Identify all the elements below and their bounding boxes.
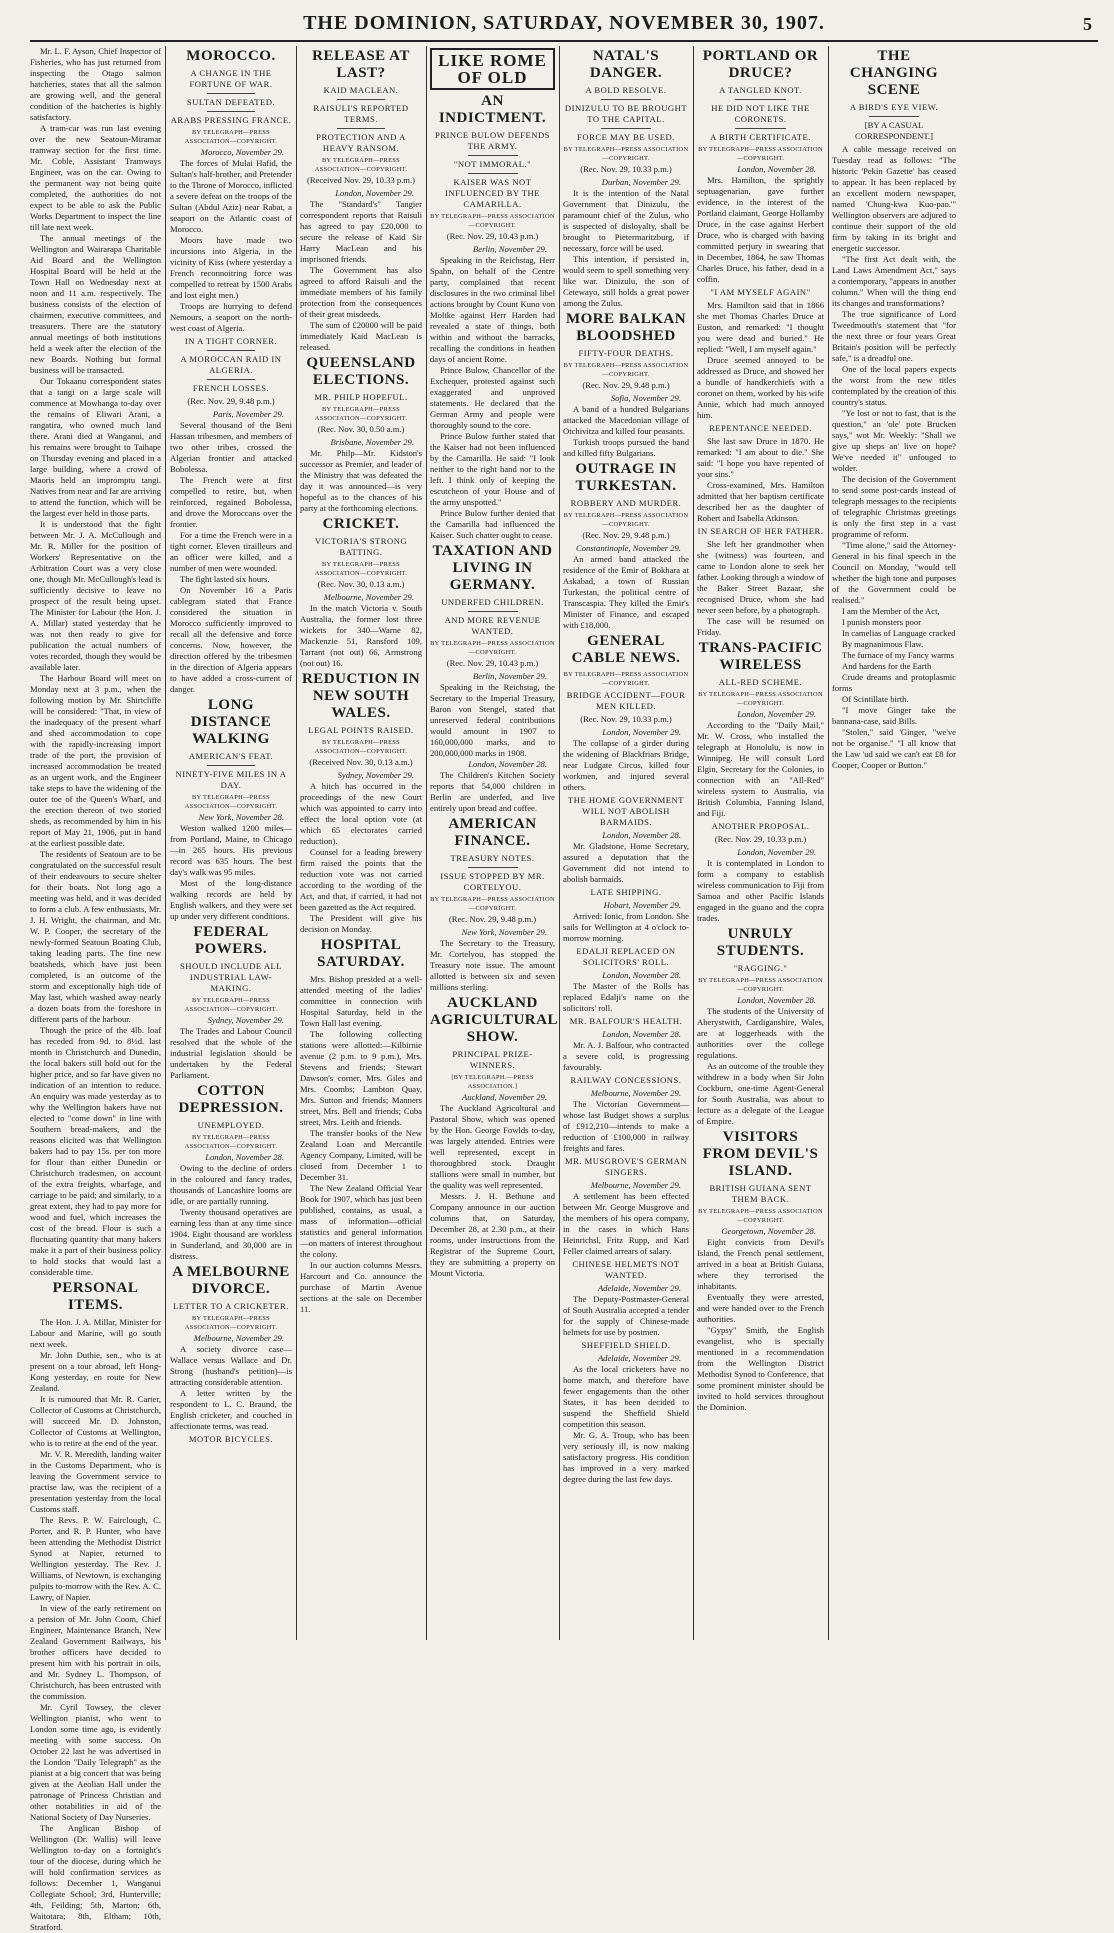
column-rule bbox=[693, 46, 694, 1640]
subheading: MR. MUSGROVE'S GERMAN SINGERS. bbox=[564, 1156, 688, 1177]
paragraph: Prince Bulow further denied that the Camarilla had influenced the Kaiser. Such chatter ought to cease. bbox=[430, 508, 555, 540]
paragraph: Mr. L. F. Ayson, Chief Inspector of Fisheries, who has just returned from inspecting the Otago salmon hatcheries, states that all the salmon are growing well, and the general condition of the hatcheries is highly satisfactory. bbox=[30, 46, 161, 122]
separator-rule bbox=[207, 765, 256, 766]
headline: AUCKLAND AGRICULTURAL SHOW. bbox=[430, 995, 558, 1045]
paragraph: As an outcome of the trouble they withdrew in a body when Sir John Cockburn, one-time Agent-General for South Australia, was about to lecture as a delegate of the League of Empire. bbox=[697, 1061, 824, 1126]
paragraph: I am the Member of the Act, bbox=[842, 606, 940, 616]
paragraph: It is the intention of the Natal Government that Dinizulu, the paramount chief of the Zulus, who is suspected of disloyalty, shall be brought to Pietermaritzburg, if necessary, force will be used. bbox=[563, 188, 689, 253]
column-rule bbox=[165, 46, 166, 1640]
received-time: (Rec. Nov. 29, 9.48 p.m.) bbox=[448, 914, 537, 924]
subheading: AND MORE REVENUE WANTED. bbox=[444, 615, 541, 636]
paragraph: The furnace of my Fancy warms bbox=[842, 650, 954, 660]
headline: UNRULY STUDENTS. bbox=[716, 926, 805, 959]
received-time: (Received Nov. 29, 10.33 p.m.) bbox=[306, 175, 416, 185]
paragraph: The sum of £20000 will be paid immediately Kaid MacLean is released. bbox=[300, 320, 422, 352]
headline: VISITORS FROM DEVIL'S ISLAND. bbox=[702, 1129, 819, 1179]
dateline: New York, November 29. bbox=[461, 927, 547, 937]
dateline: London, November 28. bbox=[737, 164, 816, 174]
wire-credit: BY TELEGRAPH—PRESS ASSOCIATION—COPYRIGHT. bbox=[698, 146, 823, 162]
dateline: Morocco, November 29. bbox=[200, 147, 284, 157]
paragraph: A hitch has occurred in the proceedings of the new Court which was appointed to carry into effect the local option vote (at which 65 electorates carried reduction). bbox=[300, 781, 422, 846]
paragraph: The Harbour Board will meet on Monday next at 3 p.m., when the following motion by Mr. Shirtcliffe will be considered: "That, in view of the inadequacy of the present wharf and shed accommodation to cope with the rapidly-increasing import trade of the port, the provision of increased accommodation be treated as an urgent work, and the Engineer take steps to have the widening of the outer toe of the Queen's Wharf, and the erection thereon of two storied sheds, as recommended by him in his report of May 21, 1906, put in hand at the earliest possible date. bbox=[30, 673, 161, 848]
separator-rule bbox=[337, 99, 386, 100]
subheading: ROBBERY AND MURDER. bbox=[570, 498, 682, 508]
dateline: Melbourne, November 29. bbox=[323, 592, 414, 602]
paragraph: A cable message received on Tuesday read as follows: "The historic 'Pekin Gazette' has ceased to appear. It has been replaced by an excellent modern newspaper, named 'Chung-kwa Kuo-pao.'" Wellington observers are adjured to continue their support of the old firm by taking in its bright and energetic successor. bbox=[832, 144, 956, 253]
paragraph: The "Standard's" Tangier correspondent reports that Raisuli has agreed to pay £20,000 to secure the release of Kaid Sir Harry MacLean and his imprisoned friends. bbox=[300, 199, 422, 264]
wire-credit: BY TELEGRAPH—PRESS ASSOCIATION—COPYRIGHT. bbox=[563, 512, 689, 528]
subheading: MR. PHILP HOPEFUL. bbox=[314, 392, 408, 402]
dateline: London, November 29. bbox=[335, 188, 414, 198]
paragraph: She last saw Druce in 1870. He remarked: "I am about to die." She said: "I hope you have repented of your sins." bbox=[697, 436, 824, 479]
column-rule bbox=[296, 46, 297, 1640]
paragraph: Speaking in the Reichstag, Herr Spahn, on behalf of the Centre party, complained that recent disclosures in the two criminal libel actions brought by Count Kuno von Moltke against Herr Harden had revealed a state of things, both within and without the barracks, recalling the conditions in heathen days of ancient Rome. bbox=[430, 255, 555, 364]
byline: [BY A CASUAL CORRESPONDENT.] bbox=[855, 120, 933, 141]
dateline: New York, November 28. bbox=[198, 812, 284, 822]
dateline: London, November 29. bbox=[602, 727, 681, 737]
paragraph: Troops are hurrying to defend Nemours, a seaport on the north-west coast of Algeria. bbox=[170, 301, 292, 333]
wire-credit: BY TELEGRAPH—PRESS ASSOCIATION—COPYRIGHT. bbox=[563, 671, 689, 687]
paragraph: By magnanimous Flaw. bbox=[842, 639, 924, 649]
paragraph: Messrs. J. H. Bethune and Company announce in our auction columns that, on Saturday, December 28, at 2.30 p.m., at their rooms, under instructions from the Registrar of the Supreme Court, they are submitting a property on Mount Victoria. bbox=[430, 1191, 555, 1278]
paragraph: In our auction columns Messrs. Harcourt and Co. announce the purchase of Martin Avenue sections at the sale on December 11. bbox=[300, 1260, 422, 1314]
paragraph: Eventually they were arrested, and were handed over to the French authorities. bbox=[697, 1292, 824, 1324]
headline: AN INDICTMENT. bbox=[438, 93, 547, 126]
paragraph: Prince Bulow, Chancellor of the Exchequer, protested against such exaggerated and unproved statements. He declared that the German Army and people were thoroughly sound to the core. bbox=[430, 365, 555, 430]
received-time: (Rec. Nov. 30, 0.50 a.m.) bbox=[317, 424, 405, 434]
separator-rule bbox=[735, 128, 786, 129]
separator-rule bbox=[337, 128, 386, 129]
paragraph: The fight lasted six hours. bbox=[180, 574, 270, 584]
separator-rule bbox=[468, 611, 518, 612]
separator-rule bbox=[207, 350, 256, 351]
headline: GENERAL CABLE NEWS. bbox=[571, 633, 681, 666]
subheading: DINIZULU TO BE BROUGHT TO THE CAPITAL. bbox=[564, 103, 688, 124]
separator-rule bbox=[207, 93, 256, 94]
column-1 bbox=[30, 46, 161, 1932]
headline: A MELBOURNE DIVORCE. bbox=[172, 1264, 290, 1297]
paragraph: Moors have made two incursions into Algeria, in the vicinity of Kiss (where yesterday a French reconnoitring force was compelled to retreat by 1500 Arabs and lost eight men.) bbox=[170, 235, 292, 300]
received-time: (Received Nov. 30, 0.13 a.m.) bbox=[309, 757, 413, 767]
separator-rule bbox=[601, 99, 651, 100]
subheading: ISSUE STOPPED BY MR. CORTELYOU. bbox=[440, 871, 545, 892]
headline: QUEENSLAND ELECTIONS. bbox=[306, 355, 416, 388]
subheading: A BIRD'S EYE VIEW. bbox=[849, 102, 939, 112]
received-time: (Rec. Nov. 30, 0.13 a.m.) bbox=[317, 579, 405, 589]
paragraph: I punish monsters poor bbox=[842, 617, 922, 627]
subheading: ARABS PRESSING FRANCE. bbox=[170, 115, 292, 125]
paragraph: Mr. Philp—Mr. Kidston's successor as Premier, and leader of the Ministry that was defeated the day it was announced—is very hopeful as to the chances of his party at the forthcoming elections. bbox=[300, 448, 422, 513]
paragraph: Arrived: Ionic, from London. She sails for Wellington at 4 o'clock to-morrow morning. bbox=[563, 911, 689, 943]
subheading: MR. BALFOUR'S HEALTH. bbox=[569, 1016, 683, 1026]
dateline: Constantinople, November 29. bbox=[575, 543, 681, 553]
paragraph: Of Scintillate birth. bbox=[842, 694, 909, 704]
paragraph: Though the price of the 4lb. loaf has receded from 9d. to 8½d. last month in Christchurch and Dunedin, the local bakers still hold out for the higher price, and so far have given no indication of an intention to reduce. An enquiry was made yesterday as to why the Wellington bakers have not elected to "come down" in line with Southern bread-makers, and the reasons elicited was that Wellington bakers had to pay 15s. per ton more for flour than either Dunedin or Christchurch tradesmen, on account of the extra freights, wharfage, and carriage to be paid; and similarly, to a great extent, they had to pay more for wood and fuel, which increases the cost of the bread. Flour is such a fluctuating quantity that many bakers make it a part of their business policy to hold stocks that would last a considerable time. bbox=[30, 1025, 161, 1277]
wire-credit: BY TELEGRAPH—PRESS ASSOCIATION—COPYRIGHT. bbox=[314, 739, 408, 755]
received-time: (Rec. Nov. 29, 10.43 p.m.) bbox=[446, 658, 539, 668]
separator-rule bbox=[735, 99, 786, 100]
subheading: KAID MACLEAN. bbox=[323, 85, 399, 95]
wire-credit: BY TELEGRAPH—PRESS ASSOCIATION—COPYRIGHT. bbox=[563, 146, 689, 162]
received-time: (Rec. Nov. 29, 10.33 p.m.) bbox=[714, 834, 807, 844]
wire-credit: BY TELEGRAPH—PRESS ASSOCIATION—COPYRIGHT. bbox=[698, 1208, 823, 1224]
page-number: 5 bbox=[1083, 14, 1092, 34]
headline: HOSPITAL SATURDAY. bbox=[317, 937, 405, 970]
paragraph: The case will be resumed on Friday. bbox=[697, 616, 824, 637]
paragraph: Druce seemed annoyed to be addressed as Druce, and showed her a bundle of handkerchiefs with a coronet on them, worked by his wife Annie, which had much annoyed him. bbox=[697, 355, 824, 420]
dateline: Brisbane, November 29. bbox=[330, 437, 414, 447]
subheading: FORCE MAY BE USED. bbox=[577, 132, 675, 142]
paragraph: Mr. John Duthie, sen., who is at present on a tour abroad, left Hong-Kong yesterday, en route for New Zealand. bbox=[30, 1350, 161, 1393]
received-time: (Rec. Nov. 29, 9.48 p.m.) bbox=[582, 530, 670, 540]
wire-credit: BY TELEGRAPH—PRESS ASSOCIATION—COPYRIGHT. bbox=[184, 129, 278, 145]
subheading: NINETY-FIVE MILES IN A DAY. bbox=[175, 769, 287, 790]
wire-credit: BY TELEGRAPH—PRESS ASSOCIATION—COPYRIGHT. bbox=[184, 1134, 278, 1150]
headline: MOROCCO. bbox=[186, 48, 276, 64]
paragraph: Mrs. Hamilton, the sprightly septuagenarian, gave further evidence, in the interest of the Portland claimant, George Hollamby Druce, in the case against Herbert Druce, who is charged with having committed perjury in swearing that in December, 1864, he saw Thomas Charles Druce, his father, dead in a coffin. bbox=[697, 175, 824, 284]
subheading: HE DID NOT LIKE THE CORONETS. bbox=[711, 103, 810, 124]
dateline: Sydney, November 29. bbox=[207, 1015, 284, 1025]
paragraph: Turkish troops pursued the band and killed fifty Bulgarians. bbox=[563, 437, 689, 458]
dateline: Sydney, November 29. bbox=[337, 770, 414, 780]
subheading: IN A TIGHT CORNER. bbox=[184, 336, 278, 346]
subheading: "I AM MYSELF AGAIN" bbox=[710, 287, 811, 297]
paragraph: The residents of Seatoun are to be congratulated on the successful result of their endeavours to secure shelter for their boats. Not long ago a meeting was held, and it was decided to form a club. A few enthusiasts, Mr. J. H. Wright, the chairman, and Mr. W. P. Cooper, the secretary of the newly-formed Seatoun Boating Club, taking leading parts. The fine new boatsheds, which have just been completed, is an outcome of the storm and exceptionally high tide of May last, which washed away nearly a dozen boats from the foreshore in different parts of the harbour. bbox=[30, 849, 161, 1024]
wire-credit: [BY TELEGRAPH.—PRESS ASSOCIATION.] bbox=[451, 1074, 534, 1090]
paragraph: The French were at first compelled to retire, but, when reinforced, regained Bobolessa, and drove the Moroccans over the frontier. bbox=[170, 475, 292, 529]
newspaper-title: THE DOMINION, SATURDAY, NOVEMBER 30, 1907. bbox=[303, 12, 825, 34]
paragraph: Twenty thousand operatives are earning less than at any time since 1904. Eight thousand are workless in Sunderland, and 30,000 are in distress. bbox=[170, 1207, 292, 1261]
paragraph: The decision of the Government to send some post-cards instead of telegraph messages to the recipients of telegraphic Christmas greetings is only the first step in a vast programme of reform. bbox=[832, 474, 956, 539]
dateline: Berlin, November 29. bbox=[473, 671, 547, 681]
subheading: PROTECTION AND A HEAVY RANSOM. bbox=[316, 132, 406, 153]
subheading: FRENCH LOSSES. bbox=[192, 383, 270, 393]
column-7 bbox=[832, 46, 956, 1640]
paragraph: Mrs. Bishop presided at a well-attended meeting of the ladies' committee in connection with Hospital Saturday, held in the Town Hall last evening. bbox=[300, 974, 422, 1028]
paragraph: Crude dreams and protoplasmic forms bbox=[832, 672, 956, 693]
received-time: (Rec. Nov. 29, 10.33 p.m.) bbox=[580, 164, 672, 174]
subheading: UNDERFED CHILDREN. bbox=[441, 597, 544, 607]
paragraph: For a time the French were in a tight corner. Eleven tirailleurs and an officer were killed, and a number of men were wounded. bbox=[170, 530, 292, 573]
subheading: A BOLD RESOLVE. bbox=[585, 85, 667, 95]
wire-credit: BY TELEGRAPH—PRESS ASSOCIATION—COPYRIGHT. bbox=[314, 157, 408, 173]
subheading: "NOT IMMORAL." bbox=[453, 159, 532, 169]
subheading: FIFTY-FOUR DEATHS. bbox=[578, 348, 674, 358]
subheading: TREASURY NOTES. bbox=[450, 853, 535, 863]
headline: COTTON DEPRESSION. bbox=[178, 1083, 284, 1116]
subheading: "RAGGING." bbox=[733, 963, 788, 973]
paragraph: The collapse of a girder during the widening of Blackfriars Bridge, near Ludgate Circus, killed four workmen, and injured several others. bbox=[563, 738, 689, 792]
paragraph: A band of a hundred Bulgarians attacked the Macedonian village of Otchivitza and killed four peasants. bbox=[563, 404, 689, 436]
subheading: A BIRTH CERTIFICATE. bbox=[710, 132, 811, 142]
wire-credit: BY TELEGRAPH—PRESS ASSOCIATION—COPYRIGHT. bbox=[698, 691, 823, 707]
column-rule bbox=[828, 46, 829, 1640]
paragraph: The New Zealand Official Year Book for 1907, which has just been published, contains, as usual, a mass of information—official statistics and general information—on matters of interest throughout the colony. bbox=[300, 1183, 422, 1259]
paragraph: The Trades and Labour Council resolved that the whole of the industrial legislation should be undertaken by the Federal Parliament. bbox=[170, 1026, 292, 1080]
paragraph: "The first Act dealt with, the Land Laws Amendment Act," says a contemporary, "appears in another column." When will the thing end its changes and transformations? bbox=[832, 254, 956, 308]
subheading: IN SEARCH OF HER FATHER. bbox=[697, 526, 824, 536]
subheading: LETTER TO A CRICKETER. bbox=[173, 1301, 289, 1311]
wire-credit: BY TELEGRAPH—PRESS ASSOCIATION—COPYRIGHT. bbox=[184, 794, 278, 810]
headline: FEDERAL POWERS. bbox=[193, 924, 269, 957]
headline: LONG DISTANCE WALKING bbox=[190, 697, 272, 747]
paragraph: It is understood that the fight between Mr. J. A. McCullough and Mr. R. Miller for the position of Workers' Representative on the Arbitration Court was a very close one, though Mr. McCullough's lead is sufficiently decisive to leave no prospect of the result being upset. The Minister for Labour (the Hon. J. A. Millar) stated yesterday that he was not then ready to give for publication the actual numbers of votes recorded, though they would be available later. bbox=[30, 519, 161, 672]
paragraph: One of the local papers expects the worst from the new titles contemplated by the creation of this country's status. bbox=[832, 364, 956, 407]
dateline: Sofia, November 29. bbox=[610, 393, 681, 403]
separator-rule bbox=[468, 173, 518, 174]
wire-credit: BY TELEGRAPH—PRESS ASSOCIATION—COPYRIGHT. bbox=[184, 997, 278, 1013]
subheading: REPENTANCE NEEDED. bbox=[709, 423, 812, 433]
paragraph: The students of the University of Aberystwith, Cardiganshire, Wales, are at loggerheads with the authorities over the college regulations. bbox=[697, 1006, 824, 1060]
dateline: Adelaide, November 29. bbox=[597, 1353, 681, 1363]
subheading: A TANGLED KNOT. bbox=[719, 85, 802, 95]
subheading: A MOROCCAN RAID IN ALGERIA. bbox=[180, 354, 282, 375]
dateline: London, November 28. bbox=[602, 970, 681, 980]
paragraph: A society divorce case—Wallace versus Wallace and Dr. Strong (husband's petition)—is attracting considerable attention. bbox=[170, 1344, 292, 1387]
wire-credit: BY TELEGRAPH—PRESS ASSOCIATION—COPYRIGHT. bbox=[314, 561, 408, 577]
paragraph: Mrs. Hamilton said that in 1866 she met Thomas Charles Druce at Euston, and remarked: "I thought you were dead and buried." He replied: "Well, I am myself again." bbox=[697, 300, 824, 354]
dateline: Hobart, November 29. bbox=[603, 900, 681, 910]
subheading: ANOTHER PROPOSAL. bbox=[711, 821, 810, 831]
paragraph: Counsel for a leading brewery firm raised the points that the reduction vote was not carried according to the wording of the Act, and that, if carried, it had not been gazetted as the Act required. bbox=[300, 847, 422, 912]
paragraph: Our Tokaanu correspondent states that a tangi on a large scale will commence at Mowhanga to-day over the remains of Eliwari Arani, a rangatira, who owned much land there. Arani died at Wanganui, and his remains were brought to Taihape on Thursday evening and placed in a large building, where a crowd of Maoris held an impromptu tangi. Natives from near and far are arriving to attend the function, which will be the largest ever held in those parts. bbox=[30, 376, 161, 518]
dateline: Melbourne, November 29. bbox=[590, 1180, 681, 1190]
paragraph: Mr. A. J. Balfour, who contracted a severe cold, is progressing favourably. bbox=[563, 1040, 689, 1072]
paragraph: Mr. V. R. Meredith, landing waiter in the Customs Department, who is leaving the Government service to practise law, was the recipient of a presentation yesterday from the local Customs staff. bbox=[30, 1449, 161, 1514]
paragraph: The following collecting stations were allotted:—Kilbirnie avenue (2 p.m. to 9 p.m.), Mrs. Stevens and friends; Stewart Dawson's corner, Mrs. Giles and Mrs. Coombs; Lambton Quay, Mrs. Sutton and friends; Manners street, Mrs. Bell and friends; Cuba street, Mrs. Leith and friends. bbox=[300, 1029, 422, 1127]
column-3 bbox=[300, 46, 422, 1640]
subheading: CHINESE HELMETS NOT WANTED. bbox=[572, 1259, 680, 1280]
dateline: Auckland, November 29. bbox=[462, 1092, 547, 1102]
paragraph: The Master of the Rolls has replaced Edalji's name on the solicitors' roll. bbox=[563, 981, 689, 1013]
separator-rule bbox=[869, 116, 919, 117]
column-5 bbox=[563, 46, 689, 1640]
paragraph: The President will give his decision on Monday. bbox=[300, 913, 422, 934]
subheading: BRIDGE ACCIDENT—FOUR MEN KILLED. bbox=[566, 690, 686, 711]
dateline: Durban, November 29. bbox=[601, 177, 681, 187]
paragraph: The true significance of Lord Tweedmouth's statement that "for the next three or four years Great Britain's position will be perfectly safe," is a dreadful one. bbox=[832, 309, 956, 363]
dateline: London, November 28. bbox=[205, 1152, 284, 1162]
headline: MORE BALKAN BLOODSHED bbox=[565, 311, 687, 344]
separator-rule bbox=[207, 111, 256, 112]
paragraph: Mr. Gladstone, Home Secretary, assured a deputation that the Government did not intend to abolish barmaids. bbox=[563, 841, 689, 884]
paragraph: The Deputy-Postmaster-General of South Australia accepted a tender for the supply of Chinese-made helmets for use by postmen. bbox=[563, 1294, 689, 1337]
headline: THE CHANGING SCENE bbox=[849, 48, 939, 98]
subheading: A CHANGE IN THE FORTUNE OF WAR. bbox=[189, 68, 273, 89]
paragraph: The Government has also agreed to afford Raisuli and the immediate members of his family protection from the consequences of their great misdeeds. bbox=[300, 265, 422, 319]
paragraph: In the match Victoria v. South Australia, the former lost three wickets for 340—Warne 82, Mackenzie 51, Ransford 109, Tarrant (not out) 66, Armstrong (not out) 16. bbox=[300, 603, 422, 668]
wire-credit: BY TELEGRAPH—PRESS ASSOCIATION—COPYRIGHT. bbox=[698, 977, 823, 993]
paragraph: A tram-car was run last evening over the new Seatoun-Miramar tramway section for the first time. Mr. Coble, Assistant Tramways Engineer, was on the car. Owing to the permanent way not being quite completed, the authorities do not expect to be able to ask the Public Works Department to inspect the line till late next week. bbox=[30, 123, 161, 232]
dateline: Melbourne, November 29. bbox=[193, 1333, 284, 1343]
paragraph: And hardens for the Earth bbox=[842, 661, 932, 671]
headline: NATAL'S DANGER. bbox=[589, 48, 663, 81]
dateline: Melbourne, November 29. bbox=[590, 1088, 681, 1098]
headline: TAXATION AND LIVING IN GERMANY. bbox=[432, 543, 553, 593]
column-2 bbox=[170, 46, 292, 1640]
paragraph: The annual meetings of the Wellington and Wairarapa Charitable Aid Board and the Wellington Hospital Board will be held at the Town Hall on Wednesday next at noon and 11 a.m. respectively. The business consists of the election of chairmen, executive committees, and treasurers. There are the statutory annual meetings of both institutions held a week after the election of the new Boards. Nothing but formal business will be transacted. bbox=[30, 233, 161, 375]
paragraph: The forces of Mulai Hafid, the Sultan's half-brother, and Pretender to the Throne of Morocco, inflicted a severe defeat on the troops of the Sultan (Abdul Aziz) near Rabat, a seaport on the Atlantic coast of Morocco. bbox=[170, 158, 292, 234]
subheading: MOTOR BICYCLES. bbox=[188, 1434, 274, 1444]
subheading: SHEFFIELD SHIELD. bbox=[581, 1340, 671, 1350]
paragraph: On November 16 a Paris cablegram stated that France considered the situation in Morocco sufficiently improved to recall all the defensive and force concerns. Now, however, the direction offered by the tribesmen in the direction of Algeria appears to have added a cross-current of danger. bbox=[170, 585, 292, 694]
paragraph: Cross-examined, Mrs. Hamilton admitted that her baptism certificate described her as the daughter of Robert and Isabella Atkinson. bbox=[697, 480, 824, 523]
dateline: Berlin, November 29. bbox=[473, 244, 547, 254]
dateline: London, November 29. bbox=[737, 847, 816, 857]
paragraph: The Revs. P. W. Fairclough, C. Porter, and R. P. Hunter, who have been attending the Methodist District Synod at Napier, returned to Wellington yesterday. The Rev. J. Williams, of Newtown, is exchanging pulpits to-morrow with the Rev. A. C. Lawry, of Napier. bbox=[30, 1515, 161, 1602]
paragraph: A letter written by the respondent to L. C. Braund, the English cricketer, and couched in affectionate terms, was read. bbox=[170, 1388, 292, 1431]
column-rule bbox=[426, 46, 427, 1640]
received-time: (Rec. Nov. 29, 9.48 p.m.) bbox=[582, 380, 670, 390]
masthead bbox=[30, 10, 1098, 42]
headline: REDUCTION IN NEW SOUTH WALES. bbox=[301, 671, 421, 721]
paragraph: An armed band attacked the residence of the Emir of Bokhara at Askabad, a town of Russian Turkestan, the political centre of Transcaspia. They killed the Emir's Minister of Finance, and escaped with £18,000. bbox=[563, 554, 689, 630]
received-time: (Rec. Nov. 29, 10.43 p.m.) bbox=[446, 231, 539, 241]
paragraph: The Anglican Bishop of Wellington (Dr. Wallis) will leave Wellington to-day on a fortnight's tour of the diocese, during which he will hold confirmation services as follows: December 1, Wanganui Collegiate School; 3rd, Hunterville; 4th, Feilding; 5th, Marton; 6th, Waitotara; 8th, Eltham; 10th, Stratford. bbox=[30, 1823, 161, 1932]
subheading: KAISER WAS NOT INFLUENCED BY THE CAMARILLA. bbox=[445, 177, 540, 209]
subheading: UNEMPLOYED. bbox=[197, 1120, 265, 1130]
paragraph: The Auckland Agricultural and Pastoral Show, which was opened by the Hon. George Fowlds to-day, was largely attended. Entries were well represented, except in thoroughbred stock. Draught stallions were small in number, but the quality was well represented. bbox=[430, 1103, 555, 1190]
paragraph: Owing to the decline of orders in the coloured and fancy trades, thousands of Lancashire looms are idle, or are partially running. bbox=[170, 1163, 292, 1206]
paragraph: "Time alone," said the Attorney-General in his final speech in the Council on Monday, "would tell whether the high tone and purposes of the Government could be realised." bbox=[832, 540, 956, 605]
paragraph: "I move Ginger take the bannana-case, said Bills. bbox=[832, 705, 956, 726]
headline: RELEASE AT LAST? bbox=[312, 48, 410, 81]
dateline: Paris, November 29. bbox=[212, 409, 284, 419]
wire-credit: BY TELEGRAPH—PRESS ASSOCIATION—COPYRIGHT. bbox=[184, 1315, 278, 1331]
column-4 bbox=[430, 46, 558, 1640]
subheading: AMERICAN'S FEAT. bbox=[188, 751, 274, 761]
paragraph: Prince Bulow further stated that the Kaiser had not been influenced by the Camarilla. He said: "I look neither to the right hand nor to the left. I think only of keeping the escutcheon of your House and of the army unspotted." bbox=[430, 431, 555, 507]
paragraph: Several thousand of the Beni Hassan tribesmen, and members of two other tribes, crossed the Algerian frontier and attacked Bobolessa. bbox=[170, 420, 292, 474]
received-time: (Rec. Nov. 29, 9.48 p.m.) bbox=[187, 396, 275, 406]
paragraph: This intention, if persisted in, would seem to spell something very like war. Dinizulu, the son of Cetewayo, still holds a great power among the Zulus. bbox=[563, 254, 689, 308]
subheading: EDALJI REPLACED ON SOLICITORS' ROLL. bbox=[576, 946, 676, 967]
separator-rule bbox=[468, 155, 518, 156]
paragraph: "Gypsy" Smith, the English evangelist, who is specially mentioned in a recommendation from the Wellington District Methodist Synod to Conference, that some prominent minister should be invited to hold services throughout the Dominion. bbox=[697, 1325, 824, 1412]
dateline: London, November 29. bbox=[737, 709, 816, 719]
column-6 bbox=[697, 46, 824, 1640]
paragraph: "Stolen," said 'Ginger, "we've not be organise." "I all know that the Law 'ud said we can't eat £8 for Cooper, Cooper or Button." bbox=[832, 727, 956, 770]
wire-credit: BY TELEGRAPH—PRESS ASSOCIATION—COPYRIGHT. bbox=[430, 213, 555, 229]
paragraph: In camelias of Language cracked bbox=[842, 628, 956, 638]
paragraph: It is contemplated in London to form a company to establish wireless communication to Fiji from Samoa and other Pacific Islands engaged in the guano and the copra trades. bbox=[697, 858, 824, 923]
boxed-headline: LIKE ROME OF OLD bbox=[430, 48, 555, 90]
paragraph: Eight convicts from Devil's Island, the French penal settlement, arrived in a boat at British Guiana, where they terrorised the inhabitants. bbox=[697, 1237, 824, 1291]
paragraph: Weston walked 1200 miles—from Portland, Maine, to Chicago—in 265 hours. His previous record was 635 hours. The best day's walk was 95 miles. bbox=[170, 823, 292, 877]
dateline: Georgetown, November 28. bbox=[721, 1226, 816, 1236]
paragraph: Most of the long-distance walking records are held by English walkers, and they were set up under very different conditions. bbox=[170, 878, 292, 921]
headline: AMERICAN FINANCE. bbox=[448, 816, 537, 849]
subheading: BRITISH GUIANA SENT THEM BACK. bbox=[709, 1183, 812, 1204]
headline: CRICKET. bbox=[322, 516, 400, 532]
paragraph: According to the "Daily Mail," Mr. W. Cross, who installed the telegraph at Honolulu, is now in Winnipeg. He will consult Lord Elgin, Secretary for the Colonies, in connection with an "All-Red" wireless system to Australia, via British Columbia, Fanning Island, and Fiji. bbox=[697, 720, 824, 818]
subheading: LEGAL POINTS RAISED. bbox=[308, 725, 414, 735]
headline: OUTRAGE IN TURKESTAN. bbox=[575, 461, 677, 494]
paragraph: The transfer books of the New Zealand Loan and Mercantile Agency Company, Limited, will be closed from December 1 to December 31. bbox=[300, 1128, 422, 1182]
paragraph: Mr. Cyril Towsey, the clever Wellington pianist, who went to London some time ago, is evidently meeting with some success. On October 22 last he was advertised in the London "Daily Telegraph" as the pianist at a big concert that was being given at the Aeolian Hall under the patronage of Princess Christian and other notabilities in aid of the National Society of Day Nurseries. bbox=[30, 1702, 161, 1822]
subheading: LATE SHIPPING. bbox=[590, 887, 662, 897]
wire-credit: BY TELEGRAPH—PRESS ASSOCIATION—COPYRIGHT. bbox=[430, 896, 555, 912]
paragraph: A settlement has been effected between Mr. George Musgrove and the members of his opera company, in the cases in which Hans Heinrichsl, Fritz Rupp, and Karl Feller claimed arrears of salary. bbox=[563, 1191, 689, 1256]
dateline: London, November 28. bbox=[602, 830, 681, 840]
dateline: London, November 28. bbox=[737, 995, 816, 1005]
column-rule bbox=[559, 46, 560, 1640]
paragraph: The Hon. J. A. Millar, Minister for Labour and Marine, will go south next week. bbox=[30, 1317, 161, 1349]
separator-rule bbox=[207, 379, 256, 380]
wire-credit: BY TELEGRAPH—PRESS ASSOCIATION—COPYRIGHT. bbox=[563, 362, 689, 378]
subheading: RAILWAY CONCESSIONS. bbox=[570, 1075, 682, 1085]
paragraph: The Victorian Government—whose last Budget shows a surplus of £912,210—intends to make a reduction of £100,000 in railway freights and fares. bbox=[563, 1099, 689, 1153]
dateline: Adelaide, November 29. bbox=[597, 1283, 681, 1293]
headline: PORTLAND OR DRUCE? bbox=[702, 48, 819, 81]
wire-credit: BY TELEGRAPH—PRESS ASSOCIATION—COPYRIGHT. bbox=[430, 640, 555, 656]
headline: PERSONAL ITEMS. bbox=[52, 1280, 139, 1313]
separator-rule bbox=[468, 867, 518, 868]
subheading: PRINCIPAL PRIZE-WINNERS. bbox=[452, 1049, 533, 1070]
paragraph: The Secretary to the Treasury, Mr. Cortelyou, has stopped the Treasury note issue. The amount allotted is between six and seven millions sterling. bbox=[430, 938, 555, 992]
subheading: VICTORIA'S STRONG BATTING. bbox=[314, 536, 408, 557]
wire-credit: BY TELEGRAPH—PRESS ASSOCIATION—COPYRIGHT. bbox=[314, 406, 408, 422]
paragraph: It is rumoured that Mr. R. Carter, Collector of Customs at Christchurch, will succeed Mr. D. Johnston, Collector of Customs at Wellington, who is to retire at the end of the year. bbox=[30, 1394, 161, 1448]
paragraph: As the local cricketers have no home match, and therefore have fewer engagements than the other States, it has been decided to suspend the Sheffield Shield competition this season. bbox=[563, 1364, 689, 1429]
subheading: SULTAN DEFEATED. bbox=[186, 97, 276, 107]
subheading: RAISULI'S REPORTED TERMS. bbox=[313, 103, 409, 124]
received-time: (Rec. Nov. 29, 10.33 p.m.) bbox=[580, 714, 672, 724]
subheading: ALL-RED SCHEME. bbox=[718, 677, 803, 687]
separator-rule bbox=[601, 128, 651, 129]
paragraph: Speaking in the Reichstag, the Secretary to the Imperial Treasury, Baron von Stengel, stated that unreserved federal contributions would amount in 1907 to 160,000,000 marks, and to 200,000,000 marks in 1908. bbox=[430, 682, 555, 758]
paragraph: She left her grandmother when she (witness) was fourteen, and came to London alone to seek her father. Looking through a window of the Baker Street Bazaar, she recognised Druce, whom she had never seen before, by a photograph. bbox=[697, 539, 824, 615]
subheading: PRINCE BULOW DEFENDS THE ARMY. bbox=[435, 130, 550, 151]
subheading: THE HOME GOVERNMENT WILL NOT ABOLISH BARMAIDS. bbox=[568, 795, 684, 827]
paragraph: Mr. G. A. Troup, who has been very seriously ill, is now making satisfactory progress. His condition has improved in a very marked degree during the last few days. bbox=[563, 1430, 689, 1484]
paragraph: The Children's Kitchen Society reports that 54,000 children in Berlin are underfed, and live entirely upon bread and coffee. bbox=[430, 770, 555, 813]
dateline: London, November 28. bbox=[468, 759, 547, 769]
subheading: SHOULD INCLUDE ALL INDUSTRIAL LAW-MAKING. bbox=[179, 961, 283, 993]
paragraph: In view of the early retirement on a pension of Mr. John Coom, Chief Engineer, Maintenance Branch, New Zealand Government Railways, his brother officers have decided to present him with his portrait in oils, and Mr. Sydney L. Thompson, of Christchurch, has been entrusted with the commission. bbox=[30, 1603, 161, 1701]
headline: TRANS-PACIFIC WIRELESS bbox=[698, 640, 823, 673]
dateline: London, November 28. bbox=[602, 1029, 681, 1039]
paragraph: "Ye lost or not to fast, that is the question," an 'ole' pote Brucken says," wot Mr. Weekly: "Shall we give up sheps an' live on hope? We've needed it" unfouged to wolder. bbox=[832, 408, 956, 473]
